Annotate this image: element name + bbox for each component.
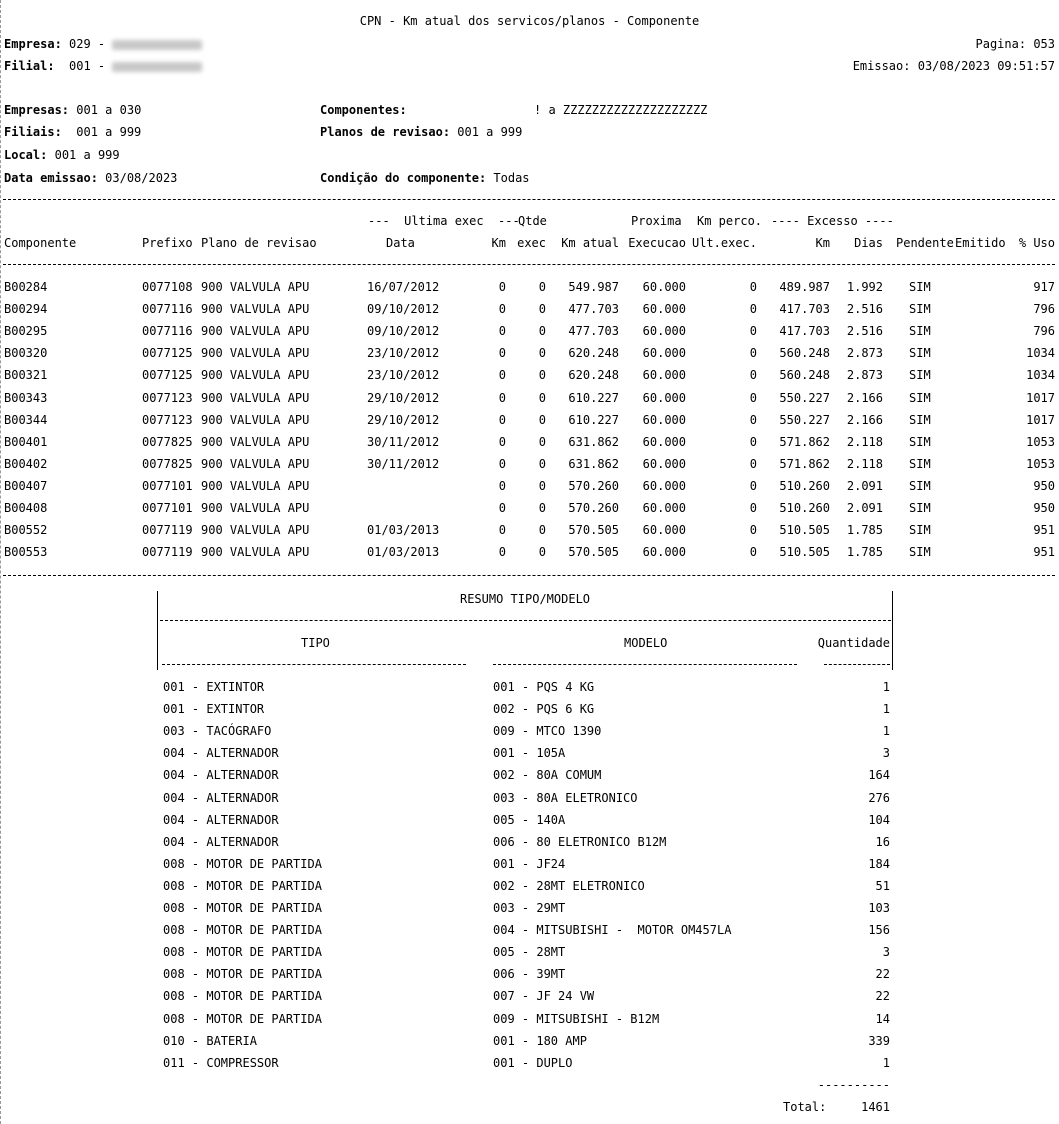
divider [3, 199, 1055, 200]
cell-exc-km: 560.248 [779, 346, 830, 361]
filter-filiais [4, 125, 141, 139]
cell-componente: B00552 [4, 523, 48, 538]
summary-cell-tipo: 001 - EXTINTOR [163, 702, 265, 717]
cell-km: 0 [498, 390, 506, 405]
cell-exc-km: 510.260 [779, 501, 830, 515]
cell-km: 0 [498, 478, 506, 493]
summary-cell-qtd: 14 [875, 1011, 890, 1026]
cell-execucao: 60.000 [642, 302, 686, 317]
cell-exc-km: 417.703 [779, 324, 830, 339]
cell-km-atual: 620.248 [568, 368, 619, 383]
cell-pendente: SIM [909, 412, 931, 427]
summary-cell-tipo: 008 - MOTOR DE PARTIDA [163, 989, 322, 1004]
filter-local [4, 148, 120, 162]
summary-cell-tipo: 004 - ALTERNADOR [163, 746, 279, 761]
summary-col-modelo: MODELO [624, 636, 668, 650]
pagina-label: Pagina: [975, 37, 1027, 51]
cell-componente: B00407 [4, 478, 48, 493]
cell-componente: B00284 [4, 280, 48, 294]
cell-exc-km: 571.862 [779, 434, 830, 449]
summary-cell-modelo: 001 - DUPLO [493, 1055, 573, 1070]
col-ult-exec: Ult.exec. [691, 236, 757, 250]
summary-cell-tipo: 004 - ALTERNADOR [163, 834, 279, 849]
cell-exc-km: 560.248 [779, 368, 830, 383]
filter-condicao [320, 171, 530, 185]
filter-data-emissao-label: Data emissao: [4, 171, 98, 185]
cell-plano: 900 VALVULA APU [201, 501, 310, 515]
summary-cell-modelo: 001 - JF24 [493, 856, 566, 871]
cell-uso: 1017 [1026, 390, 1055, 405]
cell-exec: 0 [538, 434, 546, 449]
cell-exc-dias: 1.992 [846, 280, 883, 294]
cell-exec: 0 [538, 545, 546, 560]
filter-empresas [4, 103, 141, 117]
cell-data: 09/10/2012 [367, 302, 440, 317]
col-km-atual: Km atual [561, 236, 619, 250]
cell-km: 0 [498, 302, 506, 317]
cell-prefixo: 0077101 [142, 501, 193, 515]
summary-cell-qtd: 164 [868, 768, 890, 783]
col-componente: Componente [4, 236, 77, 250]
cell-uso: 951 [1033, 545, 1055, 560]
cell-ult-exec: 0 [749, 390, 757, 405]
cell-execucao: 60.000 [642, 478, 686, 493]
cell-plano: 900 VALVULA APU [201, 302, 310, 317]
filter-componentes-label: Componentes: [320, 103, 407, 117]
summary-cell-qtd: 1 [882, 1055, 890, 1070]
cell-data: 09/10/2012 [367, 324, 440, 339]
cell-plano: 900 VALVULA APU [201, 545, 310, 560]
cell-km: 0 [498, 368, 506, 383]
cell-plano: 900 VALVULA APU [201, 523, 310, 538]
summary-cell-tipo: 008 - MOTOR DE PARTIDA [163, 967, 322, 982]
cell-ult-exec: 0 [749, 545, 757, 560]
cell-execucao: 60.000 [642, 346, 686, 361]
cell-componente: B00320 [4, 346, 48, 361]
cell-execucao: 60.000 [642, 434, 686, 449]
cell-uso: 950 [1033, 478, 1055, 493]
cell-km: 0 [498, 456, 506, 471]
cell-data: 16/07/2012 [367, 280, 440, 294]
filter-data-emissao-value: 03/08/2023 [105, 171, 178, 185]
cell-km: 0 [498, 280, 506, 294]
summary-qtd-rule [824, 664, 890, 665]
cell-pendente: SIM [909, 434, 931, 449]
summary-cell-qtd: 3 [882, 945, 890, 960]
cell-exec: 0 [538, 390, 546, 405]
cell-uso: 950 [1033, 501, 1055, 515]
cell-uso: 796 [1033, 324, 1055, 339]
summary-cell-tipo: 001 - EXTINTOR [163, 680, 265, 694]
cell-componente: B00294 [4, 302, 48, 317]
cell-data: 01/03/2013 [367, 523, 440, 538]
cell-execucao: 60.000 [642, 545, 686, 560]
filial-line [4, 59, 202, 73]
summary-cell-modelo: 006 - 39MT [493, 967, 566, 982]
filter-condicao-label: Condição do componente: [320, 171, 487, 185]
cell-ult-exec: 0 [749, 478, 757, 493]
cell-exec: 0 [538, 412, 546, 427]
emissao-label: Emissao: [852, 59, 911, 73]
cell-uso: 951 [1033, 523, 1055, 538]
cell-pendente: SIM [909, 523, 931, 538]
summary-cell-modelo: 004 - MITSUBISHI - MOTOR OM457LA [493, 923, 732, 938]
summary-cell-modelo: 006 - 80 ELETRONICO B12M [493, 834, 667, 849]
summary-cell-tipo: 004 - ALTERNADOR [163, 768, 279, 783]
cell-data: 23/10/2012 [367, 346, 440, 361]
summary-cell-tipo: 008 - MOTOR DE PARTIDA [163, 945, 322, 960]
cell-prefixo: 0077119 [142, 523, 193, 538]
cell-componente: B00295 [4, 324, 48, 339]
cell-uso: 1053 [1026, 456, 1055, 471]
cell-componente: B00344 [4, 412, 48, 427]
col-uso: % Uso [1018, 236, 1055, 250]
cell-ult-exec: 0 [749, 302, 757, 317]
cell-km-atual: 610.227 [568, 390, 619, 405]
cell-prefixo: 0077123 [142, 390, 193, 405]
cell-pendente: SIM [909, 478, 931, 493]
cell-km-atual: 570.260 [568, 478, 619, 493]
filter-filiais-value: 001 a 999 [76, 125, 142, 139]
summary-cell-qtd: 1 [882, 680, 890, 694]
cell-exc-dias: 2.091 [846, 501, 883, 515]
filial-label: Filial: [4, 59, 55, 73]
divider [3, 264, 1055, 265]
cell-prefixo: 0077825 [142, 456, 193, 471]
cell-exc-dias: 2.873 [846, 368, 883, 383]
cell-exc-dias: 2.873 [846, 346, 883, 361]
cell-prefixo: 0077825 [142, 434, 193, 449]
cell-componente: B00321 [4, 368, 48, 383]
cell-exec: 0 [538, 324, 546, 339]
header-ultima-exec: --- Ultima exec --- [368, 214, 520, 228]
summary-col-qtd: Quantidade [817, 636, 890, 650]
filter-empresas-label: Empresas: [4, 103, 70, 117]
filter-local-value: 001 a 999 [54, 148, 120, 162]
cell-exc-km: 510.505 [779, 545, 830, 560]
summary-cell-qtd: 1 [882, 702, 890, 717]
summary-total-rule: ---------- [817, 1078, 890, 1092]
summary-cell-qtd: 51 [875, 878, 890, 893]
cell-componente: B00402 [4, 456, 48, 471]
cell-km: 0 [498, 346, 506, 361]
summary-cell-modelo: 007 - JF 24 VW [493, 989, 595, 1004]
cell-componente: B00408 [4, 501, 48, 515]
cell-prefixo: 0077108 [142, 280, 193, 294]
cell-plano: 900 VALVULA APU [201, 346, 310, 361]
cell-exc-dias: 2.516 [846, 302, 883, 317]
cell-ult-exec: 0 [749, 324, 757, 339]
summary-cell-modelo: 001 - 180 AMP [493, 1033, 587, 1048]
emissao-value: 03/08/2023 09:51:57 [917, 59, 1055, 73]
cell-prefixo: 0077116 [142, 324, 193, 339]
col-emitido: Emitido [955, 236, 1006, 250]
cell-plano: 900 VALVULA APU [201, 390, 310, 405]
cell-execucao: 60.000 [642, 324, 686, 339]
summary-cell-qtd: 22 [875, 967, 890, 982]
summary-cell-modelo: 002 - PQS 6 KG [493, 702, 595, 717]
cell-km-atual: 631.862 [568, 434, 619, 449]
summary-cell-modelo: 009 - MITSUBISHI - B12M [493, 1011, 660, 1026]
col-execucao: Execucao [628, 236, 686, 250]
empresa-label: Empresa: [4, 37, 62, 51]
cell-exec: 0 [538, 302, 546, 317]
cell-pendente: SIM [909, 501, 931, 515]
cell-data: 30/11/2012 [367, 456, 440, 471]
cell-km: 0 [498, 523, 506, 538]
cell-uso: 796 [1033, 302, 1055, 317]
summary-col-tipo: TIPO [301, 636, 330, 650]
summary-tipo-rule [162, 664, 466, 665]
cell-km-atual: 631.862 [568, 456, 619, 471]
cell-exc-dias: 2.118 [846, 434, 883, 449]
cell-pendente: SIM [909, 346, 931, 361]
cell-km: 0 [498, 324, 506, 339]
summary-modelo-rule [493, 664, 797, 665]
col-exc-km: Km [815, 236, 830, 250]
summary-cell-tipo: 008 - MOTOR DE PARTIDA [163, 1011, 322, 1026]
redacted-filial-name [112, 62, 202, 72]
summary-cell-tipo: 004 - ALTERNADOR [163, 812, 279, 827]
cell-exec: 0 [538, 478, 546, 493]
redacted-empresa-name [112, 40, 202, 50]
cell-data: 29/10/2012 [367, 390, 440, 405]
summary-cell-tipo: 003 - TACÓGRAFO [163, 724, 272, 739]
cell-ult-exec: 0 [749, 501, 757, 515]
summary-cell-modelo: 005 - 140A [493, 812, 566, 827]
cell-exc-km: 510.260 [779, 478, 830, 493]
summary-divider [160, 620, 891, 621]
summary-cell-modelo: 002 - 28MT ELETRONICO [493, 878, 645, 893]
cell-km-atual: 620.248 [568, 346, 619, 361]
cell-km-atual: 477.703 [568, 302, 619, 317]
page-left-border [0, 0, 1, 1124]
summary-cell-modelo: 003 - 80A ELETRONICO [493, 790, 638, 805]
cell-ult-exec: 0 [749, 368, 757, 383]
summary-cell-modelo: 001 - PQS 4 KG [493, 680, 595, 694]
cell-km-atual: 570.505 [568, 523, 619, 538]
cell-prefixo: 0077101 [142, 478, 193, 493]
cell-exc-dias: 2.166 [846, 390, 883, 405]
cell-exc-km: 550.227 [779, 390, 830, 405]
cell-plano: 900 VALVULA APU [201, 280, 310, 294]
header-proxima: Proxima [631, 214, 682, 228]
cell-km-atual: 610.227 [568, 412, 619, 427]
cell-km: 0 [498, 434, 506, 449]
cell-exec: 0 [538, 523, 546, 538]
cell-execucao: 60.000 [642, 523, 686, 538]
cell-prefixo: 0077123 [142, 412, 193, 427]
cell-uso: 1017 [1026, 412, 1055, 427]
summary-cell-qtd: 22 [875, 989, 890, 1004]
cell-data: 01/03/2013 [367, 545, 440, 560]
summary-cell-modelo: 001 - 105A [493, 746, 566, 761]
cell-exc-km: 417.703 [779, 302, 830, 317]
cell-data: 30/11/2012 [367, 434, 440, 449]
summary-cell-tipo: 008 - MOTOR DE PARTIDA [163, 856, 322, 871]
cell-exc-km: 510.505 [779, 523, 830, 538]
cell-ult-exec: 0 [749, 346, 757, 361]
filter-condicao-value: Todas [493, 171, 530, 185]
cell-exec: 0 [538, 368, 546, 383]
filter-local-label: Local: [4, 148, 48, 162]
summary-title: RESUMO TIPO/MODELO [459, 592, 591, 606]
cell-plano: 900 VALVULA APU [201, 368, 310, 383]
cell-execucao: 60.000 [642, 501, 686, 515]
cell-ult-exec: 0 [749, 434, 757, 449]
cell-km: 0 [498, 545, 506, 560]
cell-exc-dias: 2.166 [846, 412, 883, 427]
cell-km-atual: 570.505 [568, 545, 619, 560]
summary-total-value: 1461 [861, 1100, 890, 1114]
cell-plano: 900 VALVULA APU [201, 478, 310, 493]
cell-prefixo: 0077125 [142, 368, 193, 383]
cell-pendente: SIM [909, 456, 931, 471]
cell-execucao: 60.000 [642, 390, 686, 405]
cell-prefixo: 0077125 [142, 346, 193, 361]
cell-pendente: SIM [909, 280, 931, 294]
cell-exec: 0 [538, 280, 546, 294]
filter-data-emissao [4, 171, 177, 185]
summary-cell-tipo: 011 - COMPRESSOR [163, 1055, 279, 1070]
filter-planos-label: Planos de revisao: [320, 125, 451, 139]
summary-cell-qtd: 339 [868, 1033, 890, 1048]
cell-ult-exec: 0 [749, 412, 757, 427]
cell-pendente: SIM [909, 324, 931, 339]
filter-planos [320, 125, 522, 139]
cell-exc-dias: 1.785 [846, 523, 883, 538]
filter-filiais-label: Filiais: [4, 125, 62, 139]
cell-uso: 1034 [1026, 368, 1055, 383]
cell-km: 0 [498, 501, 506, 515]
summary-cell-tipo: 008 - MOTOR DE PARTIDA [163, 901, 322, 915]
pagina-line [976, 37, 1056, 51]
cell-uso: 1053 [1026, 434, 1055, 449]
cell-plano: 900 VALVULA APU [201, 324, 310, 339]
col-km: Km [491, 236, 506, 250]
divider [3, 575, 1055, 576]
filter-empresas-value: 001 a 030 [76, 103, 142, 117]
summary-cell-qtd: 184 [868, 856, 890, 871]
empresa-value: 029 - [69, 37, 106, 51]
summary-cell-tipo: 008 - MOTOR DE PARTIDA [163, 878, 322, 893]
cell-exc-km: 489.987 [779, 280, 830, 294]
header-excesso: ---- Excesso ---- [771, 214, 894, 228]
cell-exc-km: 571.862 [779, 456, 830, 471]
summary-cell-qtd: 103 [868, 901, 890, 915]
emissao-line [853, 59, 1055, 73]
col-exc-dias: Dias [854, 236, 883, 250]
cell-componente: B00401 [4, 434, 48, 449]
col-data: Data [386, 236, 415, 250]
cell-pendente: SIM [909, 390, 931, 405]
cell-execucao: 60.000 [642, 412, 686, 427]
col-prefixo: Prefixo [142, 236, 193, 250]
cell-componente: B00343 [4, 390, 48, 405]
cell-km-atual: 549.987 [568, 280, 619, 294]
col-plano: Plano de revisao [201, 236, 317, 250]
cell-exec: 0 [538, 501, 546, 515]
cell-exc-dias: 2.118 [846, 456, 883, 471]
cell-exec: 0 [538, 456, 546, 471]
cell-data: 23/10/2012 [367, 368, 440, 383]
filter-componentes-value: ! a ZZZZZZZZZZZZZZZZZZZZ [534, 103, 708, 117]
col-exec: exec [517, 236, 546, 250]
cell-uso: 1034 [1026, 346, 1055, 361]
report-title: CPN - Km atual dos servicos/planos - Componente [359, 14, 700, 28]
summary-cell-qtd: 276 [868, 790, 890, 805]
cell-ult-exec: 0 [749, 280, 757, 294]
cell-execucao: 60.000 [642, 280, 686, 294]
cell-exc-km: 550.227 [779, 412, 830, 427]
summary-cell-modelo: 002 - 80A COMUM [493, 768, 602, 783]
summary-cell-qtd: 16 [875, 834, 890, 849]
summary-cell-qtd: 156 [868, 923, 890, 938]
cell-pendente: SIM [909, 545, 931, 560]
header-km-perco: Km perco. [697, 214, 763, 228]
summary-cell-qtd: 1 [882, 724, 890, 739]
summary-cell-modelo: 009 - MTCO 1390 [493, 724, 602, 739]
cell-execucao: 60.000 [642, 456, 686, 471]
header-qtde: Qtde [518, 214, 547, 228]
cell-exc-dias: 2.516 [846, 324, 883, 339]
cell-plano: 900 VALVULA APU [201, 456, 310, 471]
summary-total-label: Total: [783, 1100, 827, 1114]
col-pendente: Pendente [896, 236, 954, 250]
cell-exc-dias: 2.091 [846, 478, 883, 493]
pagina-value: 053 [1033, 37, 1055, 51]
cell-exc-dias: 1.785 [846, 545, 883, 560]
cell-km-atual: 477.703 [568, 324, 619, 339]
cell-prefixo: 0077119 [142, 545, 193, 560]
cell-ult-exec: 0 [749, 456, 757, 471]
cell-execucao: 60.000 [642, 368, 686, 383]
cell-pendente: SIM [909, 302, 931, 317]
filial-value: 001 - [69, 59, 106, 73]
cell-km-atual: 570.260 [568, 501, 619, 515]
cell-km: 0 [498, 412, 506, 427]
filter-planos-value: 001 a 999 [457, 125, 523, 139]
cell-plano: 900 VALVULA APU [201, 412, 310, 427]
summary-cell-modelo: 003 - 29MT [493, 901, 566, 915]
summary-cell-qtd: 3 [882, 746, 890, 761]
summary-cell-tipo: 008 - MOTOR DE PARTIDA [163, 923, 322, 938]
cell-pendente: SIM [909, 368, 931, 383]
cell-uso: 917 [1033, 280, 1055, 294]
cell-componente: B00553 [4, 545, 48, 560]
cell-data: 29/10/2012 [367, 412, 440, 427]
cell-plano: 900 VALVULA APU [201, 434, 310, 449]
summary-cell-modelo: 005 - 28MT [493, 945, 566, 960]
cell-exec: 0 [538, 346, 546, 361]
summary-cell-tipo: 004 - ALTERNADOR [163, 790, 279, 805]
summary-cell-tipo: 010 - BATERIA [163, 1033, 257, 1048]
summary-cell-qtd: 104 [868, 812, 890, 827]
cell-ult-exec: 0 [749, 523, 757, 538]
cell-prefixo: 0077116 [142, 302, 193, 317]
empresa-line [4, 37, 202, 51]
